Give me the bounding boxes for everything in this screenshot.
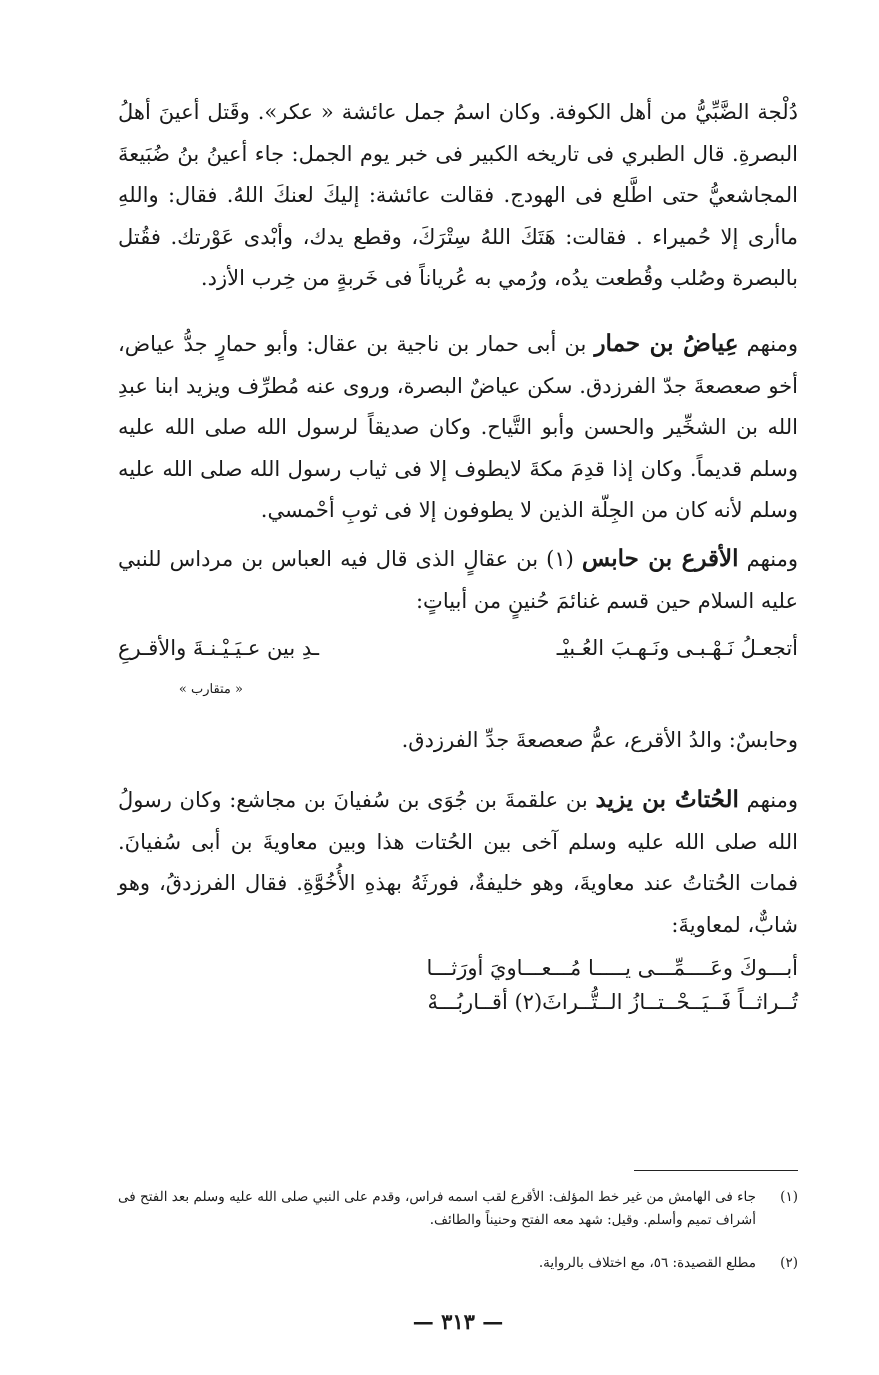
footnote-number: (٢) [780,1255,798,1271]
footnote-text: جاء فى الهامش من غير خط المؤلف: الأقرع لقب اسمه فراس، وقدم على النبي صلى الله عليه وسلم بعد الفتح فى أشراف تميم وأسلم. وقيل: شهد معه الفتح وحنيناً والطائف. [118,1189,756,1228]
paragraph-aisha-camel: دُلْجة الضَّبِّيُّ من أهل الكوفة. وكان اسمُ جمل عائشة « عكر». وقَتل أعينَ أهلُ البصرةِ. قال الطبري فى تاريخه الكبير فى خبر يوم الجمل: جاء أعينُ بنُ ضُبَيعةَ المجاشعيُّ حتى اطَّلع فى الهودج. فقالت عائشة: إليكَ لعنكَ اللهُ. فقال: واللهِ ماأرى إلا حُميراء . فقالت: هَتَكَ اللهُ سِتْرَكَ، وقطع يدك، وأبْدى عَوْرتك. فقُتل بالبصرة وصُلب وقُطعت يدُه، ورُمي به عُرياناً فى خَربةٍ من خِرب الأزد. [118,100,798,291]
paragraph-hutat-ibn-yazid [118,779,798,946]
paragraph-lead: ومنهم [746,332,798,356]
paragraph-body: بن علقمةَ بن جُوَى بن سُفيانَ بن مجاشع: وكان رسولُ الله صلى الله عليه وسلم آخى بين الحُتات هذا وبين معاويةَ بن أبى سُفيانَ. فمات الحُتاتُ عند معاويةَ، وهو خليفةٌ، فورثَهُ بهذهِ الأُخُوَّةِ. فقال الفرزدقُ، وهو شابٌّ، لمعاويةَ: [118,788,798,937]
verse-line: أبـــوكَ وعَــــمِّـــى يـــــا مُـــعـــاويَ أورَثـــا [426,956,798,980]
footnote-number: (١) [780,1189,798,1205]
paragraph-lead: ومنهم [746,547,798,571]
poem-verse-farazdaq-line2 [118,982,798,1022]
verse-line: تُــراثــاً فَــيَــحْــتــازُ الــتُّــراثَ(٢) أقــاربُـــهْ [427,990,798,1014]
paragraph-body: (١) بن عقالٍ الذى قال فيه العباس بن مرداس للنبي عليه السلام حين قسم غنائمَ حُنينٍ من أبياتٍ: [118,547,798,613]
poem-verse-abbas [118,628,798,668]
person-name-aqra: الأقرع بن حابس [581,545,739,572]
page-number: — ٣١٣ — [412,1309,504,1334]
person-name-hutat: الحُتاتُ بن يزيد [595,786,739,813]
paragraph-body: بن أبى حمار بن ناجية بن عقال: وأبو حمارٍ جدُّ عياض، أخو صعصعةَ جدّ الفرزدق. سكن عياضٌ البصرة، وروى عنه مُطرِّف ويزيد ابنا عبدِ الله بن الشخِّير والحسن وأبو التَّياح. وكان صديقاً لرسول الله صلى الله عليه وسلم قديماً. وكان إذا قدِمَ مكةَ لايطوف إلا فى ثياب رسول الله صلى الله عليه وسلم لأنه كان من الجِلّة الذين لا يطوفون إلا فى ثوبِ أحْمسي. [118,332,798,523]
paragraph-lead: ومنهم [746,788,798,812]
paragraph-iyad-ibn-himar [118,323,798,532]
footnote-1 [118,1186,798,1232]
footnote-divider [634,1170,798,1171]
verse-first-hemistich: أتجعـلُ نَـهْـبـى ونَـهـبَ العُـبيْـ [556,636,798,660]
paragraph-habis: وحابسٌ: والدُ الأقرع، عمُّ صعصعةَ جدِّ الفرزدق. [401,728,798,752]
footnote-2 [118,1252,798,1275]
footnote-text: مطلع القصيدة: ٥٦، مع اختلاف بالرواية. [538,1255,756,1271]
poem-meter-label: « متقارب » [178,682,243,697]
paragraph-aqra-ibn-habis [118,538,798,622]
verse-second-hemistich: ـدِ بين عـيَـيْـنـةَ والأقـرعِ [118,636,320,660]
person-name-iyad: عِياضُ بن حمار [594,330,739,357]
